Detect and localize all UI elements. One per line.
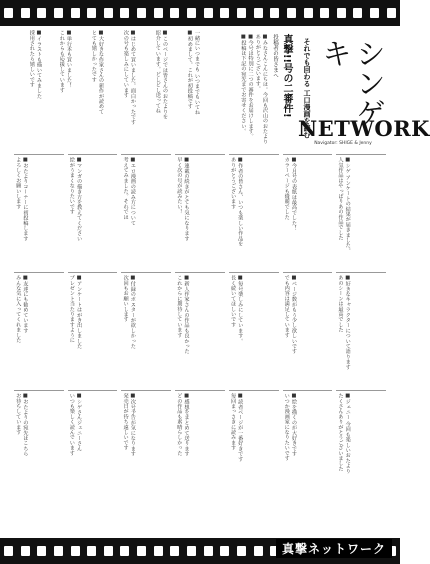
letter-text: ■エロ漫画の読み方について 考えてみました。それでは bbox=[122, 157, 136, 226]
letter-text: ■毎号楽しみにしています。 長く続いてほしいです bbox=[230, 275, 244, 344]
page-title-en: NETWORK bbox=[298, 116, 430, 141]
letters-row-2 bbox=[14, 154, 386, 266]
letter-block bbox=[68, 154, 118, 266]
top-letter-columns bbox=[14, 30, 200, 148]
letter-text: ■シゲさんジェニーさん いつも楽しく読んでいます bbox=[68, 393, 83, 456]
letter-block bbox=[229, 154, 279, 266]
letter-block bbox=[336, 154, 386, 266]
letter-block bbox=[175, 390, 225, 502]
letter-block bbox=[336, 272, 386, 384]
letter-text: ■ジェニー 今回も楽しいおたより たくさんありがとうございました bbox=[337, 393, 351, 474]
letter-column: ■単行本も買いました！ これからも応援しています bbox=[58, 30, 72, 93]
letter-block bbox=[175, 272, 225, 384]
letter-column: ■イラストも描いてみました 採用されたら嬉しいです bbox=[28, 30, 42, 99]
letter-block bbox=[283, 272, 333, 384]
letter-block bbox=[229, 390, 279, 502]
letter-text: ■絵を描くのが大好きです いつか漫画家になりたいです bbox=[283, 393, 297, 461]
letters-row-4 bbox=[14, 390, 386, 502]
letter-block bbox=[68, 272, 118, 384]
letter-text: ■おたよりの宛先はこちら お待ちしています bbox=[15, 393, 29, 457]
section-footer-label: 真撃ネットワーク bbox=[276, 539, 392, 558]
letter-text: ■付録のポスターが欲しかった 次回もお願いします bbox=[122, 275, 136, 349]
letter-text: ■連載の続きがとても気になります 早く次の号が読みたい！ bbox=[176, 157, 190, 241]
title-block bbox=[298, 30, 430, 148]
letter-text: ■作者の皆さん、いつも楽しい作品を ありがとうございます bbox=[230, 157, 244, 247]
letter-block bbox=[283, 154, 333, 266]
feature-subheading: 投稿者の皆さまへ bbox=[272, 34, 278, 78]
letter-block bbox=[175, 154, 225, 266]
letter-block bbox=[229, 272, 279, 384]
letter-block bbox=[283, 390, 333, 502]
letter-block bbox=[68, 390, 118, 502]
letter-block bbox=[336, 390, 386, 502]
feature-body: ■みなさんこんにちは。今回も沢山のおたよりありがとうございます。 ■今号は特別に二つの審件をお届けします。 ■投稿は下記の宛先までお寄せください。 bbox=[240, 34, 268, 144]
letter-text: ■シゲ アンケートの結果が届きました。 人気作品はやっぱりあの作品でした bbox=[337, 157, 351, 254]
catch-copy: それでも回わる 工口漫画を読む bbox=[303, 38, 311, 139]
feature-article bbox=[204, 30, 294, 148]
letter-block bbox=[14, 154, 64, 266]
letter-text: ■感想をまとめて送ります どの作品も素晴らしかった bbox=[176, 393, 190, 457]
letter-block bbox=[14, 390, 64, 502]
letters-row-3 bbox=[14, 272, 386, 384]
letter-column: ■はじめて買いました。面白かったです 次の号も楽しみにしています bbox=[122, 30, 136, 125]
page-title-jp: シンゲキ bbox=[316, 38, 385, 128]
letter-text: ■ページ数がもう少し欲しいです でも内容は満足しています bbox=[283, 275, 297, 354]
letter-text: ■今月号の表紙は最高でした！ カラーページも綺麗でした bbox=[283, 157, 297, 231]
letter-text: ■マンガの描き方を教えてください 絵がうまくなりたいです bbox=[68, 157, 83, 241]
letter-text: ■好きなキャラクターについて語ります あのシーンは最高でした bbox=[337, 275, 351, 370]
letter-column: ■大好きな作家さんの新作が読めて とても嬉しかったです bbox=[90, 30, 104, 114]
letter-block bbox=[121, 272, 171, 384]
letter-text: ■読者ページが一番好きです 毎回まっさきに読みます bbox=[230, 393, 244, 462]
letter-text: ■おたよりコーナーに初投稿します よろしくお願いします bbox=[15, 157, 29, 241]
letter-block bbox=[14, 272, 64, 384]
letter-text: ■友達にも勧めています みんな気に入ってくれました bbox=[15, 275, 29, 343]
letter-block bbox=[121, 390, 171, 502]
sprocket-holes-top bbox=[4, 8, 396, 18]
letter-column: ■このページでは皆さんのおたよりを 紹介しています。どしどし送ってね bbox=[154, 30, 168, 120]
letter-column: 一緒にいつまでも いつまでもいてね ■初めまして。これが初投稿です bbox=[186, 30, 200, 115]
letter-text: ■アンケートはがき出しました プレゼント当たりますように bbox=[68, 275, 83, 349]
navigator-credit: Navigator: SHIGE & Jenny bbox=[314, 141, 372, 146]
letter-text: ■新人作家さんの作品も良かった これからに期待しています bbox=[176, 275, 190, 354]
letter-text: ■次号予告が気になります 発売日が待ち遠しいです bbox=[122, 393, 136, 457]
page-frame bbox=[14, 30, 430, 534]
letter-block bbox=[121, 154, 171, 266]
feature-heading: 真撃!!号の二審件! bbox=[281, 34, 292, 118]
filmstrip-top-border bbox=[0, 0, 400, 26]
